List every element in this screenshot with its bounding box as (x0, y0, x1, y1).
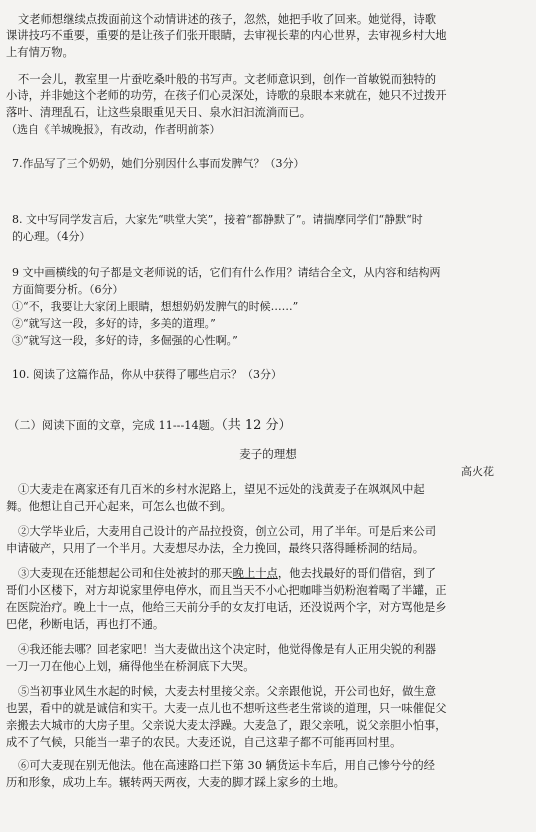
article-line: 哥们小区楼下，对方却说家里停电停水，而且当天不小心把咖啡当奶粉泡着喝了半罐，正 (6, 584, 447, 597)
article-author: 高火花 (461, 465, 494, 478)
question-9-item: ①“不，我要让大家闭上眼睛，想想奶奶发脾气的时候……” (12, 300, 299, 313)
article-line: 历和形象，成功上车。辗转两天两夜，大麦的脚才踩上家乡的土地。 (6, 776, 345, 789)
article-line: ⑥可大麦现在别无他法。他在高速路口拦下第 30 辆货运卡车后，用自己惨兮兮的经 (18, 759, 435, 772)
question-10: 10. 阅读了这篇作品，你从中获得了哪些启示？（3分） (12, 368, 282, 381)
article-line: ④我还能去哪？回老家吧！当大麦做出这个决定时，他觉得像是有人正用尖锐的利器 (18, 643, 436, 656)
article-line: 舞。他想让自己开心起来，可怎么也做不到。 (6, 500, 232, 513)
paragraph-line: 文老师想继续点拨面前这个动情讲述的孩子，忽然，她把手收了回来。她觉得，诗歌 (18, 13, 436, 26)
section-heading-text: （二）阅读下面的文章，完成 11---14题。 (8, 419, 222, 432)
paragraph-line: 课讲技巧不重要，重要的是让孩子们张开眼睛，去审视长辈的内心世界，去审视乡村大地 (6, 29, 447, 42)
article-line (0, 566, 536, 582)
question-8-line: 的心理。（4分） (12, 230, 91, 243)
article-line: ⑤当初事业风生水起的时候，大麦去村里接父亲。父亲跟他说，开公司也好，做生意 (18, 685, 436, 698)
article-line: 巴佬，秒断电话，再也打不通。 (6, 618, 165, 631)
underlined-text: 晚上十点 (232, 567, 278, 580)
article-text: ，他去找最好的哥们借宿，到了 (277, 567, 437, 580)
paragraph-line: 小诗，并非她这个老师的功劳，在孩子们心灵深处，诗歌的泉眼本来就在，她只不过拨开 (6, 89, 447, 102)
article-line: ①大麦走在离家还有几百米的乡村水泥路上，望见不远处的浅黄麦子在飒飒风中起 (18, 483, 425, 496)
paragraph-line: 落叶、清理乱石，让这些泉眼重见天日、泉水汩汩流淌而已。 (6, 106, 312, 119)
article-line: 亲搬去大城市的大房子里。父亲说大麦太浮躁。大麦急了，跟父亲吼，说父亲胆小怕事， (6, 719, 447, 732)
question-7: 7.作品写了三个奶奶，她们分别因什么事而发脾气？（3分） (12, 157, 305, 170)
question-9-line: 方面简要分析。（6分） (12, 283, 124, 296)
question-8-line: 8. 文中写同学发言后，大家先“哄堂大笑”，接着“都静默了”。请揣摩同学们“静默“时 (12, 213, 423, 226)
article-line: ②大学毕业后，大麦用自己设计的产品拉投资，创立公司，用了半年。可是后来公司 (18, 525, 436, 538)
article-line: 也罢，看中的就是诚信和实干。大麦一点儿也不想听这些老生常谈的道理，只一味催促父 (6, 702, 447, 715)
question-9-item: ②“就写这一段，多好的诗，多美的道理。” (12, 317, 216, 330)
paragraph-line: 上有情万物。 (6, 46, 74, 59)
source-note: （选自《羊城晚报》，有改动，作者明前茶） (6, 123, 221, 136)
paragraph-line: 不一会儿，教室里一片蚕吃桑叶般的书写声。文老师意识到，创作一首敏锐而独特的 (18, 73, 436, 86)
article-line: 申请破产，只用了一个半月。大麦想尽办法，全力挽回，最终只落得睡桥洞的结局。 (6, 542, 424, 555)
article-line: 成不了气候，只能当一辈子的农民。大麦还说，自己这辈子都不可能再回村里。 (6, 736, 402, 749)
section-heading (0, 414, 536, 433)
article-line: 一刀一刀在他心上划，痛得他坐在桥洞底下大哭。 (6, 660, 255, 673)
section-score: （共 12 分） (221, 418, 292, 433)
article-line: 在医院治疗。晚上十一点，他给三天前分手的女友打电话，还没说两个字，对方骂他是乡 (6, 601, 447, 614)
question-9-item: ③“就写这一段，多好的诗，多倔强的心性啊。” (12, 334, 238, 347)
article-text: ③大麦现在还能想起公司和住处被封的那天 (18, 567, 233, 580)
question-9-line: 9 文中画横线的句子都是文老师说的话，它们有什么作用？请结合全文，从内容和结构两 (12, 266, 441, 279)
article-title: 麦子的理想 (239, 447, 297, 461)
